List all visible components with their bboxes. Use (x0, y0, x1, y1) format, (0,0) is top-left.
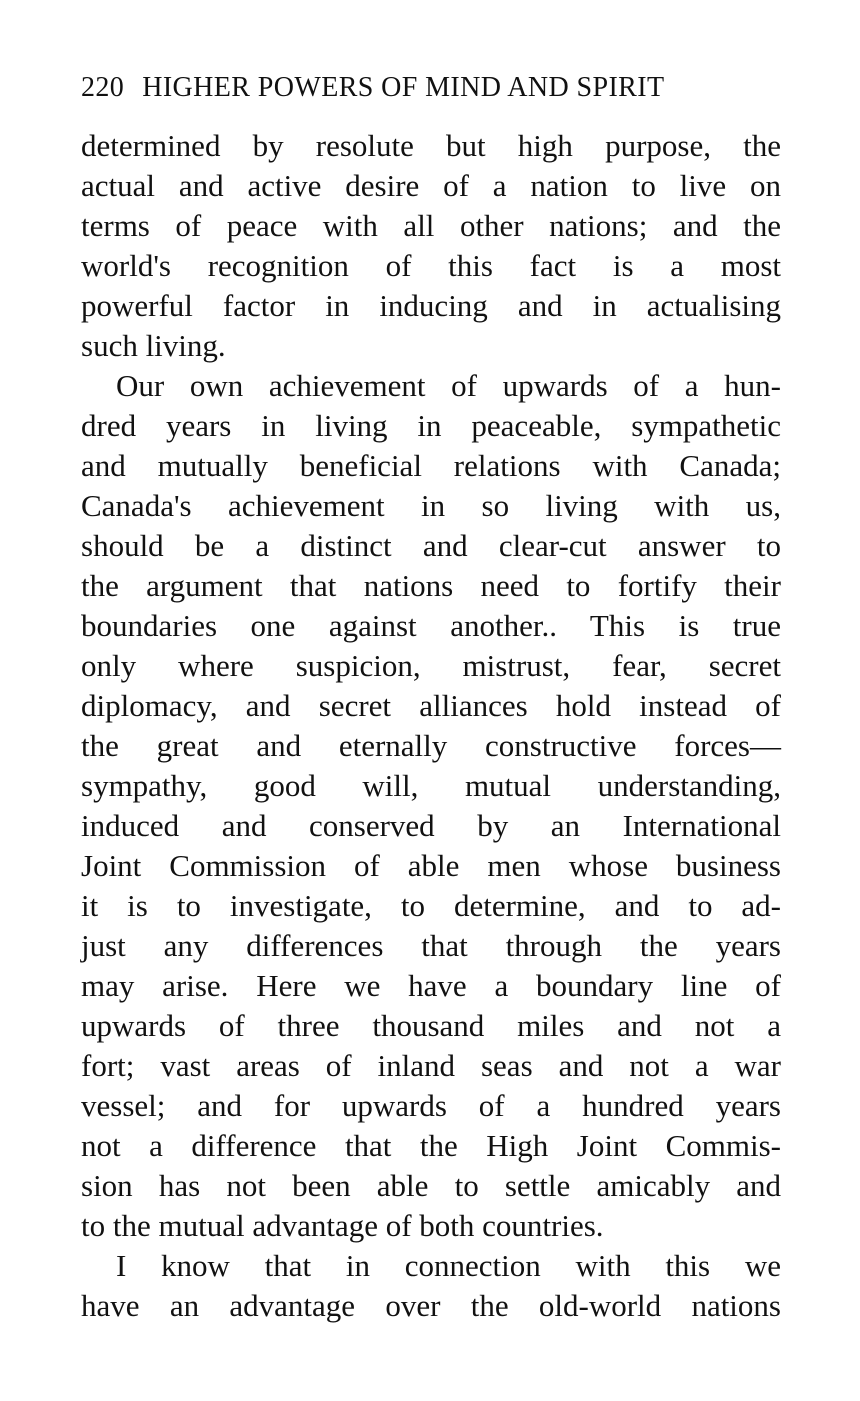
text-line: the great and eternally constructive forces— (81, 728, 781, 763)
text-line: such living. (81, 328, 226, 363)
text-line: just any differences that through the years (81, 928, 781, 963)
text-line: boundaries one against another.. This is true (81, 608, 781, 643)
text-line: Canada's achievement in so living with us, (81, 488, 781, 523)
text-line: Joint Commission of able men whose business (81, 848, 781, 883)
text-line: dred years in living in peaceable, sympathetic (81, 408, 781, 443)
text-line: determined by resolute but high purpose, the (81, 128, 781, 163)
text-line: it is to investigate, to determine, and to ad- (81, 888, 781, 923)
text-line: induced and conserved by an International (81, 808, 781, 843)
text-line: actual and active desire of a nation to live on (81, 168, 781, 203)
text-line: Our own achievement of upwards of a hun- (116, 368, 781, 403)
text-line: vessel; and for upwards of a hundred years (81, 1088, 781, 1123)
text-line: sion has not been able to settle amicably and (81, 1168, 781, 1203)
text-line: should be a distinct and clear-cut answer to (81, 528, 781, 563)
text-line: have an advantage over the old-world nations (81, 1288, 781, 1323)
running-title: HIGHER POWERS OF MIND AND SPIRIT (142, 72, 665, 103)
text-line: powerful factor in inducing and in actualising (81, 288, 781, 323)
text-line: world's recognition of this fact is a most (81, 248, 781, 283)
text-line: upwards of three thousand miles and not a (81, 1008, 781, 1043)
text-line: the argument that nations need to fortify their (81, 568, 781, 603)
running-header (81, 72, 781, 104)
text-line: not a difference that the High Joint Commis- (81, 1128, 781, 1163)
text-line: fort; vast areas of inland seas and not a war (81, 1048, 781, 1083)
text-line: and mutually beneficial relations with Canada; (81, 448, 781, 483)
text-line: I know that in connection with this we (116, 1248, 781, 1283)
text-line: only where suspicion, mistrust, fear, secret (81, 648, 781, 683)
text-line: terms of peace with all other nations; and the (81, 208, 781, 243)
page-number: 220 (81, 72, 125, 103)
text-line: sympathy, good will, mutual understanding, (81, 768, 781, 803)
text-line: to the mutual advantage of both countries. (81, 1208, 604, 1243)
text-line: may arise. Here we have a boundary line of (81, 968, 781, 1003)
text-line: diplomacy, and secret alliances hold instead of (81, 688, 781, 723)
